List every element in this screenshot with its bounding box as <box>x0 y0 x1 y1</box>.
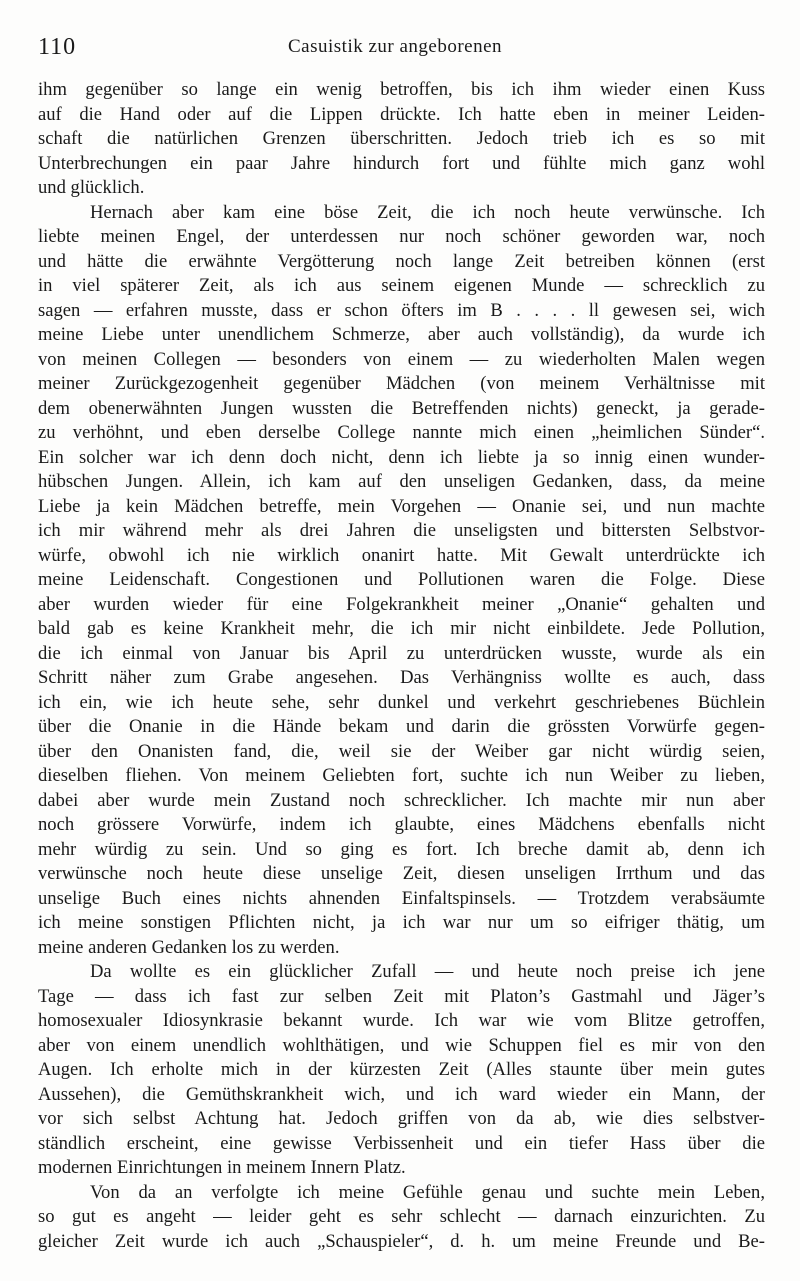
text-line: ich mir während mehr als drei Jahren die unseligsten und bittersten Selbstvor- <box>38 520 765 541</box>
text-line: meiner Zurückgezogenheit gegenüber Mädchen (von meinem Verhältnisse mit <box>38 373 765 394</box>
text-line: gleicher Zeit wurde ich auch „Schauspieler“, d. h. um meine Freunde und Be- <box>38 1230 765 1252</box>
text-line: Da wollte es ein glücklicher Zufall — und heute noch preise ich jene <box>90 961 765 982</box>
text-line: über den Onanisten fand, die, weil sie der Weiber gar nicht würdig seien, <box>38 740 765 762</box>
text-line: bald gab es keine Krankheit mehr, die ich mir nicht einbildete. Jede Pollution, <box>38 618 765 639</box>
text-line: ich ein, wie ich heute sehe, sehr dunkel und verkehrt geschriebenes Büchlein <box>38 691 765 713</box>
text-line: dieselben fliehen. Von meinem Geliebten fort, suchte ich nun Weiber zu lieben, <box>38 765 765 786</box>
text-line: noch grössere Vorwürfe, indem ich glaubte, eines Mädchens ebenfalls nicht <box>38 814 765 835</box>
page-number: 110 <box>38 34 77 60</box>
text-line: Liebe ja kein Mädchen betreffe, mein Vorgehen — Onanie sei, und nun machte <box>38 495 765 517</box>
text-line: meine Liebe unter unendlichem Schmerze, aber auch vollständig), da wurde ich <box>38 324 765 345</box>
text-line: Schritt näher zum Grabe angesehen. Das Verhängniss wollte es auch, dass <box>38 667 765 688</box>
running-title: Casuistik zur angeborenen <box>288 36 503 57</box>
text-line: dabei aber wurde mein Zustand noch schrecklicher. Ich machte mir nun aber <box>38 789 765 811</box>
text-line: meine Leidenschaft. Congestionen und Pollutionen waren die Folge. Diese <box>38 569 765 590</box>
text-line: ihm gegenüber so lange ein wenig betroffen, bis ich ihm wieder einen Kuss <box>38 79 765 100</box>
text-line: homosexualer Idiosynkrasie bekannt wurde. Ich war wie vom Blitze getroffen, <box>38 1010 765 1031</box>
text-line: und hätte die erwähnte Vergötterung noch lange Zeit betreiben können (erst <box>38 250 765 272</box>
text-line: so gut es angeht — leider geht es sehr schlecht — darnach einzurichten. Zu <box>38 1206 765 1227</box>
text-line: vor sich selbst Achtung hat. Jedoch griffen von da ab, wie dies selbstver- <box>38 1108 765 1129</box>
text-line: Von da an verfolgte ich meine Gefühle genau und suchte mein Leben, <box>90 1181 765 1203</box>
text-line: verwünsche noch heute diese unselige Zeit, diesen unseligen Irrthum und das <box>38 863 765 884</box>
text-line: würfe, obwohl ich nie wirklich onanirt hatte. Mit Gewalt unterdrückte ich <box>38 544 765 566</box>
text-line: von meinen Collegen — besonders von einem — zu wiederholten Malen wegen <box>38 348 765 370</box>
text-line: die ich einmal von Januar bis April zu unterdrücken wusste, wurde als ein <box>38 642 765 664</box>
text-line: Unterbrechungen ein paar Jahre hindurch fort und fühlte mich ganz wohl <box>38 152 765 174</box>
running-head <box>38 34 770 62</box>
text-line: aber von einem unendlich wohlthätigen, und wie Schuppen fiel es mir von den <box>38 1034 765 1056</box>
text-line: zu verhöhnt, und eben derselbe College nannte mich einen „heimlichen Sünder“. <box>38 422 765 443</box>
text-line: Ein solcher war ich denn doch nicht, denn ich liebte ja so innig einen wunder- <box>38 446 765 468</box>
text-line: ich meine sonstigen Pflichten nicht, ja ich war nur um so eifriger thätig, um <box>38 912 765 933</box>
text-line: über die Onanie in die Hände bekam und darin die grössten Vorwürfe gegen- <box>38 716 765 737</box>
text-line: in viel späterer Zeit, als ich aus seinem eigenen Munde — schrecklich zu <box>38 275 765 296</box>
text-line: mehr würdig zu sein. Und so ging es fort. Ich breche damit ab, denn ich <box>38 838 765 860</box>
text-line: ständlich erscheint, eine gewisse Verbissenheit und ein tiefer Hass über die <box>38 1132 765 1154</box>
text-line: schaft die natürlichen Grenzen überschritten. Jedoch trieb ich es so mit <box>38 128 765 149</box>
text-line: Tage — dass ich fast zur selben Zeit mit Platon’s Gastmahl und Jäger’s <box>38 985 765 1007</box>
text-line: Hernach aber kam eine böse Zeit, die ich noch heute verwünsche. Ich <box>90 201 765 223</box>
text-line: dem obenerwähnten Jungen wussten die Betreffenden nichts) geneckt, ja gerade- <box>38 397 765 419</box>
text-line: meine anderen Gedanken los zu werden. <box>38 936 340 958</box>
text-line: auf die Hand oder auf die Lippen drückte. Ich hatte eben in meiner Leiden- <box>38 103 765 125</box>
text-line: liebte meinen Engel, der unterdessen nur noch schöner geworden war, noch <box>38 226 765 247</box>
body-text <box>38 78 765 1254</box>
text-line: sagen — erfahren musste, dass er schon öfters im B . . . . ll gewesen sei, wich <box>38 299 765 321</box>
text-line: aber wurden wieder für eine Folgekrankheit meiner „Onanie“ gehalten und <box>38 593 765 615</box>
text-line: Aussehen), die Gemüthskrankheit wich, und ich ward wieder ein Mann, der <box>38 1083 765 1105</box>
text-line: hübschen Jungen. Allein, ich kam auf den unseligen Gedanken, dass, da meine <box>38 471 765 492</box>
text-line: Augen. Ich erholte mich in der kürzesten Zeit (Alles staunte über mein gutes <box>38 1059 765 1080</box>
text-line: unselige Buch eines nichts ahnenden Einfaltspinsels. — Trotzdem verabsäumte <box>38 887 765 909</box>
text-line: modernen Einrichtungen in meinem Innern Platz. <box>38 1157 406 1178</box>
text-line: und glücklich. <box>38 177 145 198</box>
